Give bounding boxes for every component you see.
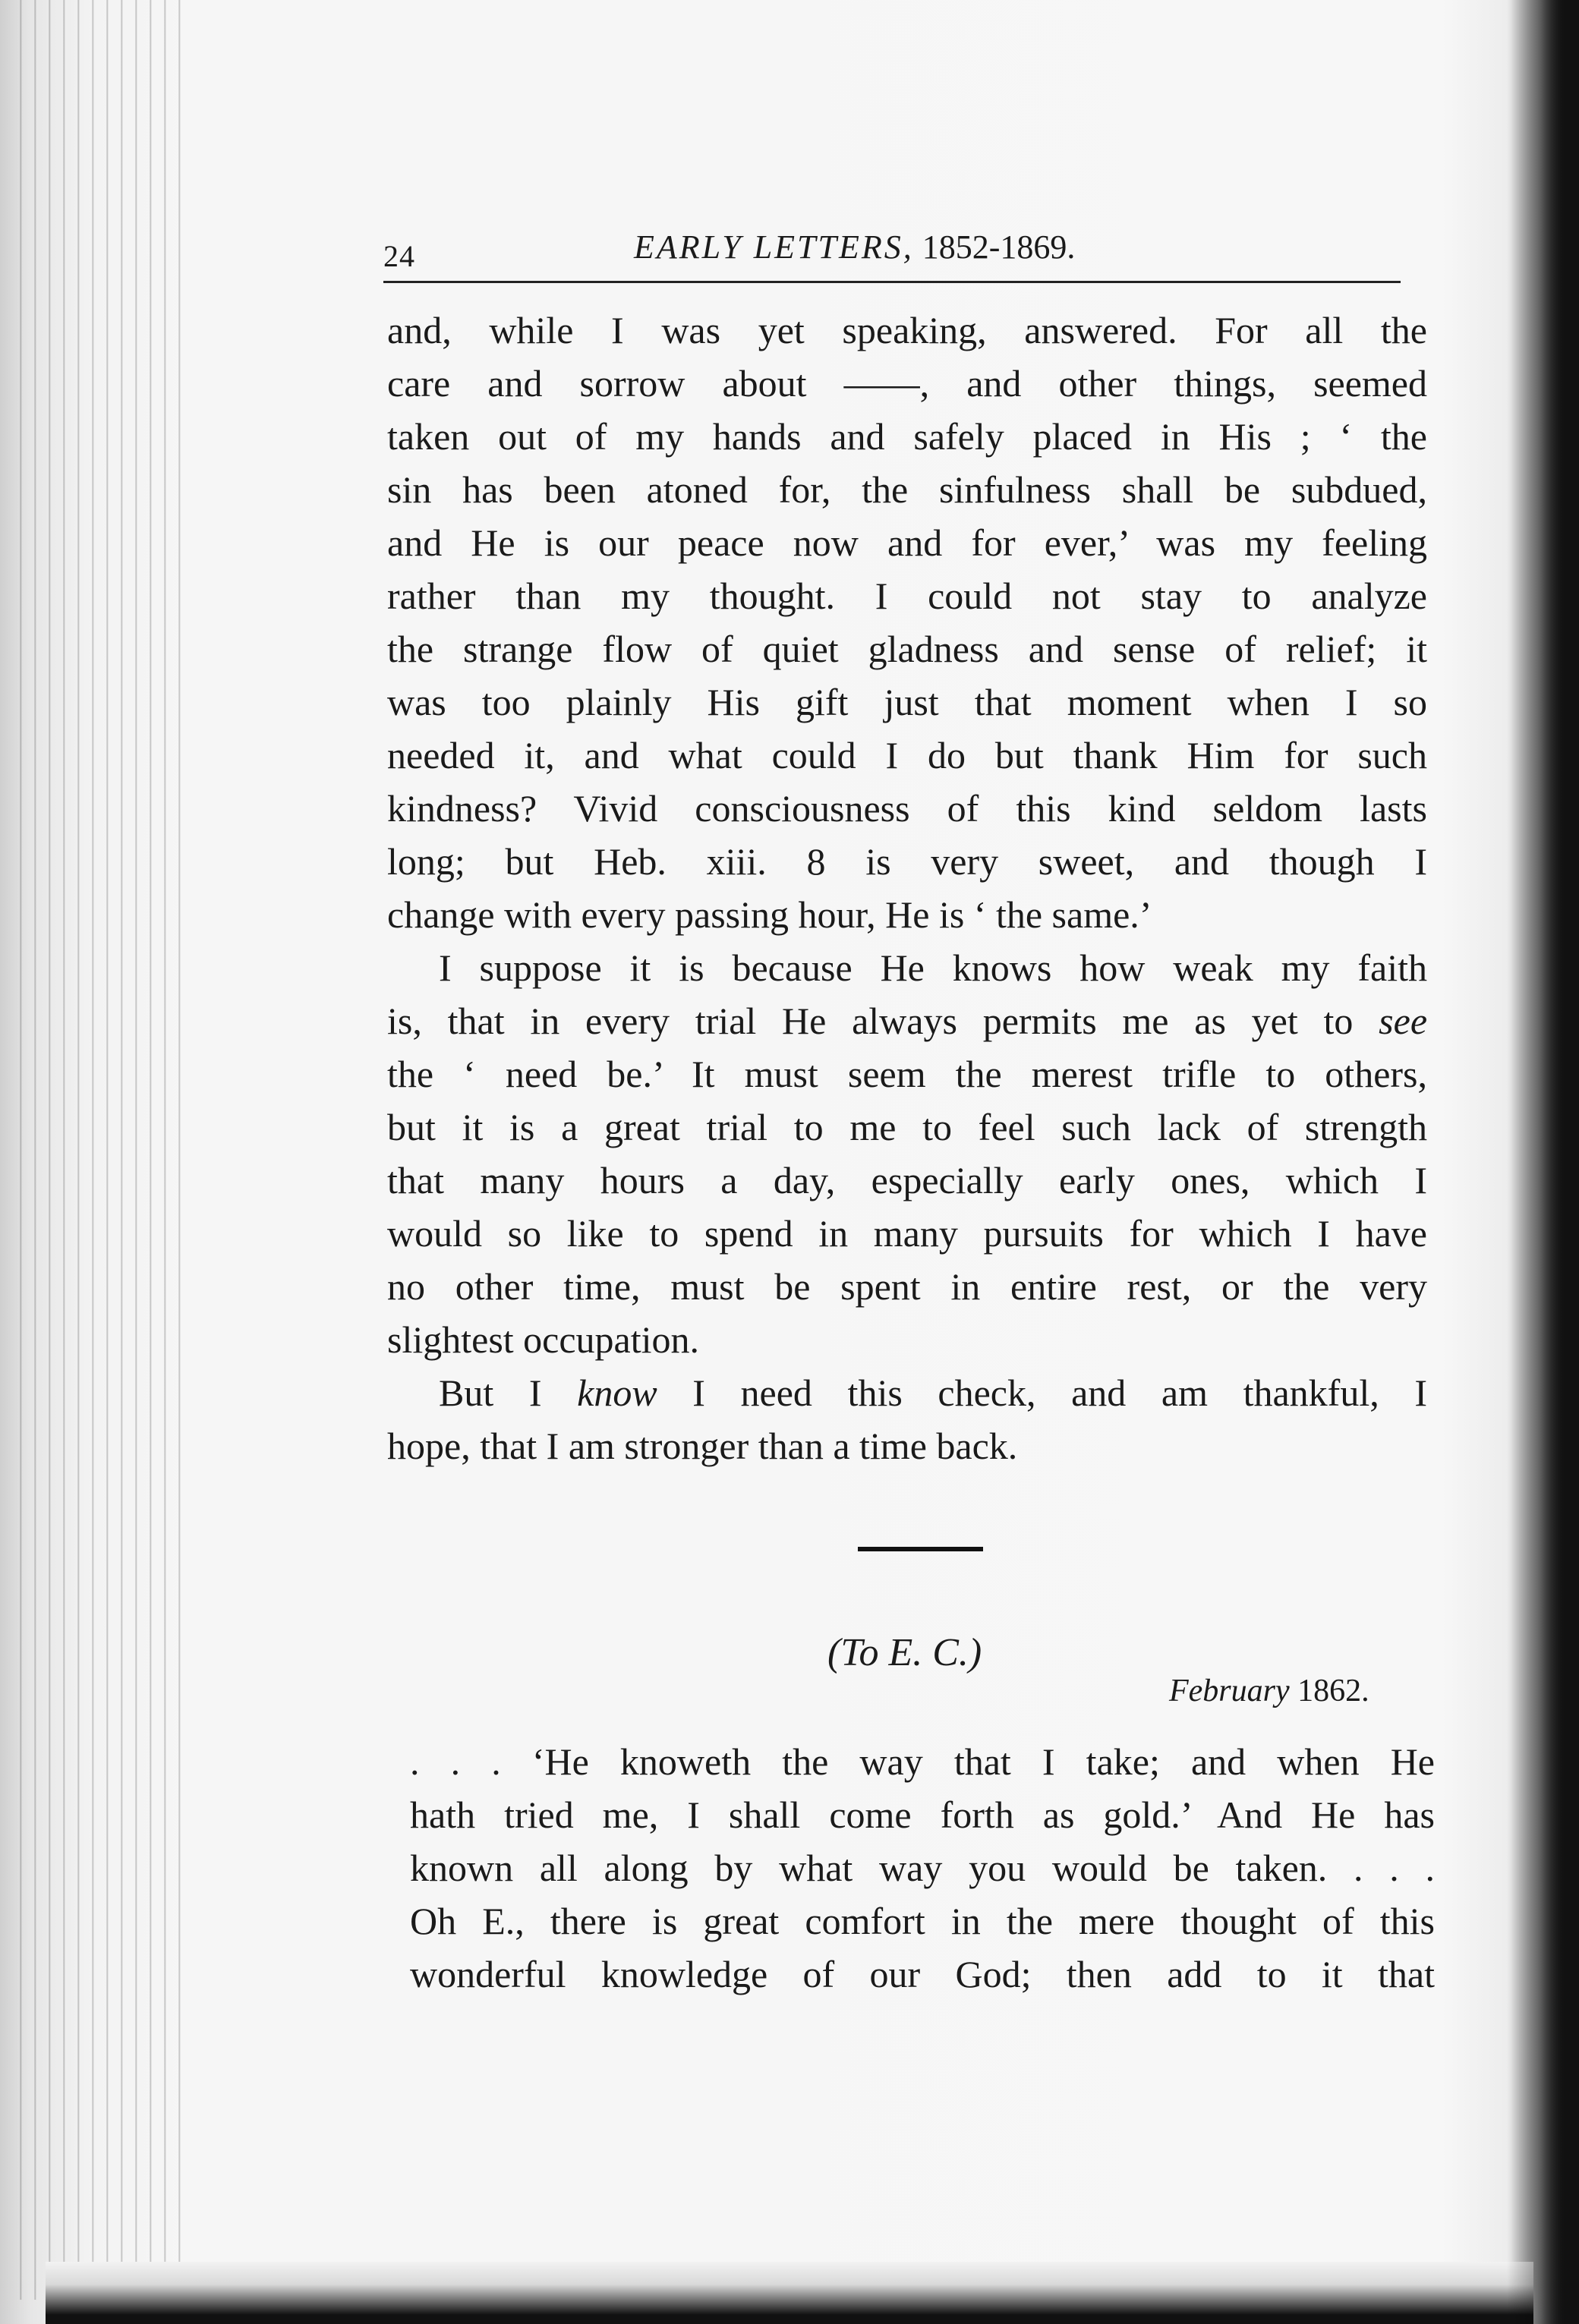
text-fragment: is, that in every trial He always permits me as yet to bbox=[387, 1000, 1354, 1042]
letter-date bbox=[1169, 1673, 1369, 1709]
text-line: that many hours a day, especially early ones, which I bbox=[387, 1159, 1427, 1201]
text-line bbox=[387, 994, 1427, 1047]
text-line: sin has been atoned for, the sinfulness shall be subdued, bbox=[387, 468, 1427, 511]
text-fragment: I need this check, and am thankful, I bbox=[657, 1371, 1427, 1414]
page-header bbox=[383, 228, 1401, 281]
text-line: care and sorrow about ——, and other things, seemed bbox=[387, 362, 1427, 405]
text-line: and, while I was yet speaking, answered. For all the bbox=[387, 309, 1427, 351]
header-rule bbox=[383, 281, 1401, 283]
text-line: hath tried me, I shall come forth as gold.’ And He has bbox=[410, 1793, 1435, 1836]
section-separator bbox=[858, 1547, 983, 1551]
text-line: rather than my thought. I could not stay to analyze bbox=[387, 575, 1427, 617]
italic-see: see bbox=[1379, 1000, 1428, 1042]
text-line: but it is a great trial to me to feel such lack of strength bbox=[387, 1106, 1427, 1148]
text-fragment: But I bbox=[439, 1371, 578, 1414]
text-line: long; but Heb. xiii. 8 is very sweet, and though I bbox=[387, 840, 1427, 883]
text-line: known all along by what way you would be taken. . . . bbox=[410, 1847, 1435, 1889]
text-line: kindness? Vivid consciousness of this kind seldom lasts bbox=[387, 787, 1427, 830]
text-line: . . . ‘He knoweth the way that I take; and when He bbox=[410, 1740, 1435, 1783]
text-line: slightest occupation. bbox=[387, 1318, 700, 1361]
text-line: taken out of my hands and safely placed in His ; ‘ the bbox=[387, 415, 1427, 458]
text-line: no other time, must be spent in entire rest, or the very bbox=[387, 1265, 1427, 1308]
running-head-years: 1852-1869. bbox=[913, 228, 1076, 266]
text-line: the strange flow of quiet gladness and sense of relief; it bbox=[387, 628, 1427, 670]
text-line: would so like to spend in many pursuits for which I have bbox=[387, 1212, 1427, 1255]
paragraph-2 bbox=[387, 941, 1427, 1366]
running-head-title: EARLY LETTERS, bbox=[634, 228, 914, 266]
date-month: February bbox=[1169, 1674, 1290, 1708]
italic-know: know bbox=[577, 1371, 657, 1414]
running-head bbox=[634, 228, 1075, 266]
text-line: I suppose it is because He knows how weak my faith bbox=[439, 946, 1427, 989]
letter-recipient: (To E. C.) bbox=[827, 1631, 982, 1674]
text-line: change with every passing hour, He is ‘ the same.’ bbox=[387, 893, 1152, 936]
book-gutter-shadow bbox=[1507, 0, 1579, 2324]
date-year: 1862. bbox=[1289, 1674, 1369, 1708]
page-number: 24 bbox=[383, 239, 415, 273]
paragraph-3 bbox=[387, 1366, 1427, 1472]
letter-body-1 bbox=[387, 304, 1427, 1472]
text-line bbox=[387, 1366, 1427, 1419]
letter-body-2 bbox=[410, 1735, 1435, 2001]
text-line: hope, that I am stronger than a time back. bbox=[387, 1425, 1018, 1467]
text-line: the ‘ need be.’ It must seem the merest trifle to others, bbox=[387, 1053, 1427, 1095]
text-line: wonderful knowledge of our God; then add to it that bbox=[410, 1953, 1435, 1995]
page-stack-edges bbox=[8, 0, 182, 2300]
text-line: Oh E., there is great comfort in the mere thought of this bbox=[410, 1900, 1435, 1942]
paragraph-1 bbox=[387, 304, 1427, 941]
text-line: needed it, and what could I do but thank Him for such bbox=[387, 734, 1427, 776]
text-line: and He is our peace now and for ever,’ was my feeling bbox=[387, 521, 1427, 564]
book-bottom-edge bbox=[46, 2262, 1533, 2324]
text-line: was too plainly His gift just that moment when I so bbox=[387, 681, 1427, 723]
